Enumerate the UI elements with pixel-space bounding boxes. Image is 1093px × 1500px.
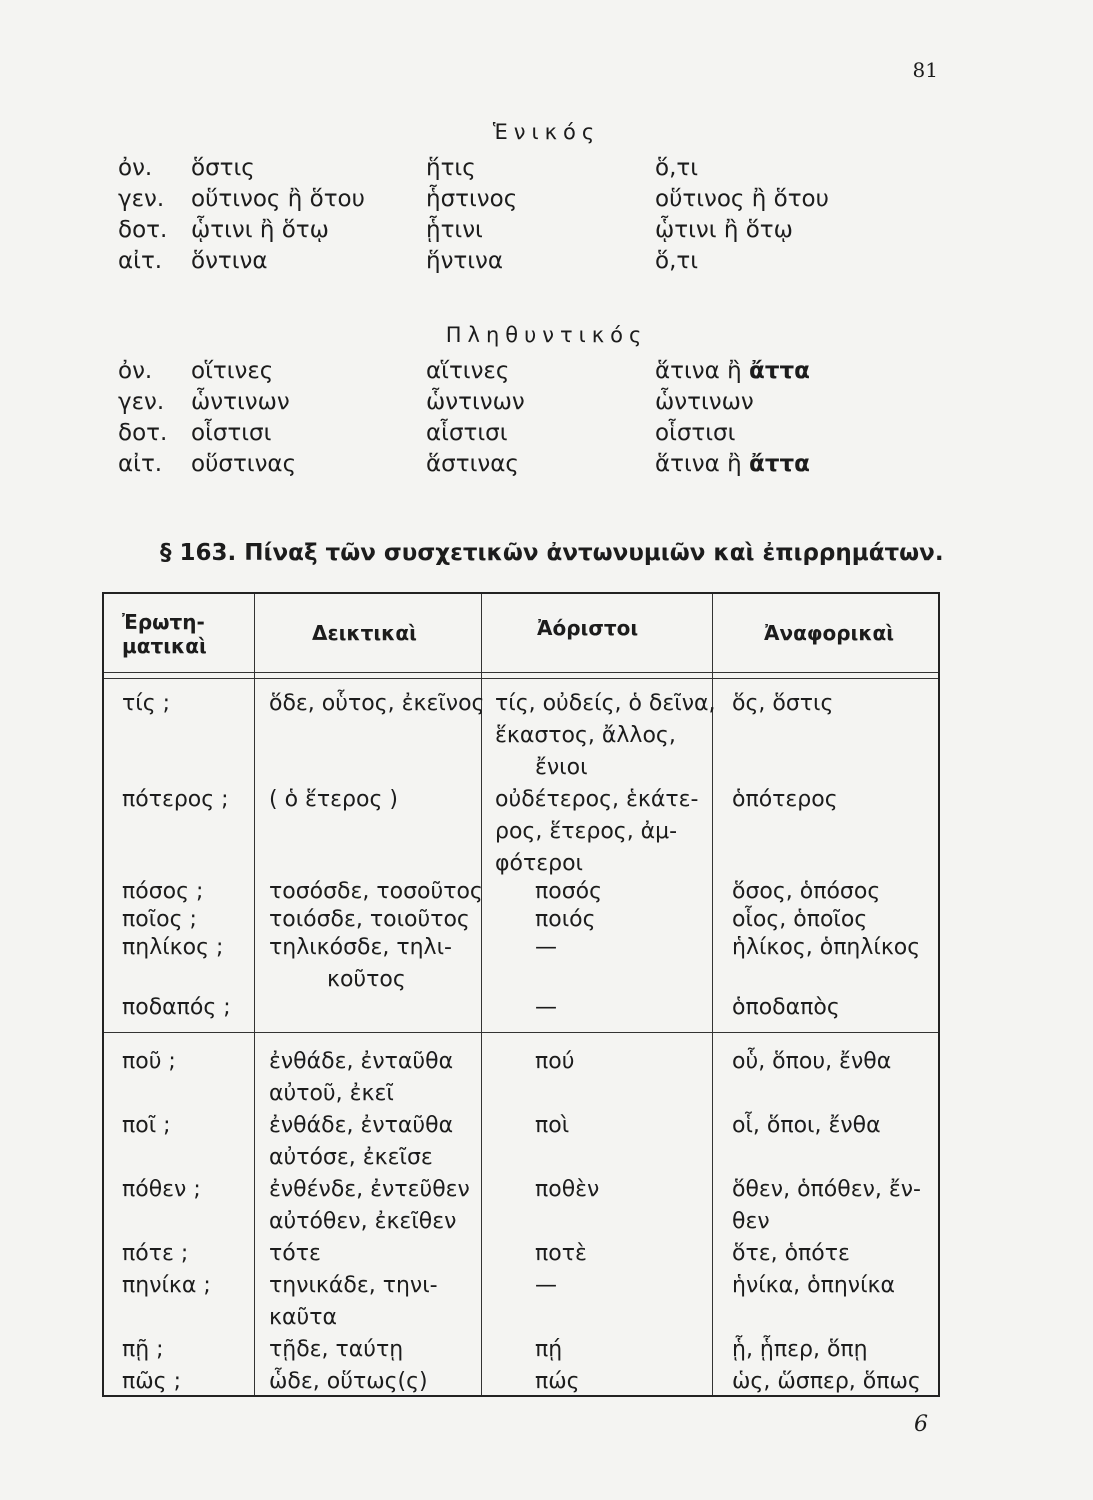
table-cell: πώς xyxy=(535,1369,580,1394)
header-interrogative-line1: Ἐρωτη- xyxy=(122,610,205,634)
table-cell: τηνικάδε, τηνι- xyxy=(269,1273,438,1298)
table-cell: οὗ, ὅπου, ἔνθα xyxy=(732,1049,892,1074)
table-cell: οἷος, ὁποῖος xyxy=(732,907,868,932)
section-title: § 163. Πίναξ τῶν συσχετικῶν ἀντωνυμιῶν καὶ ἐπιρρημάτων. xyxy=(160,540,944,566)
table-cell: ποδαπός ; xyxy=(122,995,231,1020)
neuter-form-regular: ἅτινα ἢ xyxy=(655,451,742,477)
neuter-form-bold: ἄττα xyxy=(749,358,810,384)
feminine-form: ἥντινα xyxy=(426,248,504,274)
table-cell: ποιός xyxy=(535,907,596,932)
table-cell: ἡνίκα, ὁπηνίκα xyxy=(732,1273,895,1298)
case-label: γεν. xyxy=(118,186,165,212)
feminine-form: ᾗτινι xyxy=(426,217,483,243)
case-label: γεν. xyxy=(118,389,165,415)
table-cell: ὅθεν, ὁπόθεν, ἔν- xyxy=(732,1177,921,1202)
column-divider xyxy=(254,594,255,1395)
table-cell: ἐνθένδε, ἐντεῦθεν xyxy=(269,1177,470,1202)
neuter-form: οὕτινος ἢ ὅτου xyxy=(655,186,829,212)
neuter-form-regular: ἅτινα ἢ xyxy=(655,358,742,384)
table-cell: ὅδε, οὗτος, ἐκεῖνος xyxy=(269,691,485,716)
table-cell: ποσός xyxy=(535,879,603,904)
feminine-form: ἧστινος xyxy=(426,186,518,212)
folio: 6 xyxy=(914,1412,928,1437)
table-cell: ποὶ xyxy=(535,1113,570,1138)
table-cell: ὧδε, οὕτως(ς) xyxy=(269,1369,428,1394)
plural-heading: Πληθυντικός xyxy=(445,323,648,347)
neuter-form-bold: ἄττα xyxy=(749,451,810,477)
table-cell: αὐτόσε, ἐκεῖσε xyxy=(269,1145,433,1170)
table-cell: τότε xyxy=(269,1241,321,1266)
neuter-form xyxy=(655,358,810,384)
masculine-form: ὧντινων xyxy=(191,389,290,415)
table-cell: ρος, ἕτερος, ἀμ- xyxy=(495,819,678,844)
table-cell: ἕκαστος, ἄλλος, xyxy=(495,723,676,748)
table-cell: ποθὲν xyxy=(535,1177,600,1202)
feminine-form: ἥτις xyxy=(426,155,476,181)
table-cell: τοιόσδε, τοιοῦτος xyxy=(269,907,470,932)
feminine-form: αἷστισι xyxy=(426,420,508,446)
table-cell: ᾗ, ᾗπερ, ὅπῃ xyxy=(732,1337,868,1362)
table-cell: τοσόσδε, τοσοῦτος xyxy=(269,879,483,904)
case-label: ὀν. xyxy=(118,358,153,384)
masculine-form: οἵτινες xyxy=(191,358,274,384)
group-divider xyxy=(104,1032,938,1033)
table-cell: πηνίκα ; xyxy=(122,1273,211,1298)
table-cell: πού xyxy=(535,1049,575,1074)
table-cell: πῄ xyxy=(535,1337,563,1362)
neuter-form: ὅ,τι xyxy=(655,248,699,274)
neuter-form: ᾧτινι ἢ ὅτῳ xyxy=(655,217,793,243)
table-cell: ἡλίκος, ὁπηλίκος xyxy=(732,935,921,960)
table-cell: οὐδέτερος, ἑκάτε- xyxy=(495,787,699,812)
table-cell: — xyxy=(535,995,557,1020)
table-cell: πηλίκος ; xyxy=(122,935,224,960)
table-cell: ὅτε, ὁπότε xyxy=(732,1241,850,1266)
table-cell: πόσος ; xyxy=(122,879,204,904)
case-label: δοτ. xyxy=(118,217,168,243)
table-cell: τίς ; xyxy=(122,691,171,716)
table-cell: τῇδε, ταύτῃ xyxy=(269,1337,404,1362)
table-cell: ποτὲ xyxy=(535,1241,587,1266)
feminine-form: ἅστινας xyxy=(426,451,519,477)
header-interrogative-line2: ματικαὶ xyxy=(122,634,207,658)
table-cell: τίς, οὐδείς, ὁ δεῖνα, xyxy=(495,691,716,716)
table-cell: καῦτα xyxy=(269,1305,337,1330)
singular-heading: Ἑνικός xyxy=(492,120,601,144)
table-cell: αὐτοῦ, ἐκεῖ xyxy=(269,1081,394,1106)
masculine-form: ᾧτινι ἢ ὅτῳ xyxy=(191,217,329,243)
neuter-form-regular: οἷστισι xyxy=(655,420,736,446)
table-cell: — xyxy=(535,935,557,960)
case-label: ὀν. xyxy=(118,155,153,181)
table-cell: φότεροι xyxy=(495,851,583,876)
table-cell: ὅσος, ὁπόσος xyxy=(732,879,881,904)
correlatives-table xyxy=(102,592,940,1397)
case-label: αἰτ. xyxy=(118,248,163,274)
table-cell: κοῦτος xyxy=(327,967,406,992)
table-cell: ( ὁ ἕτερος ) xyxy=(269,787,398,812)
masculine-form: οὕστινας xyxy=(191,451,297,477)
table-cell: πῶς ; xyxy=(122,1369,181,1394)
table-cell: ποῖ ; xyxy=(122,1113,171,1138)
header-divider xyxy=(104,678,938,679)
masculine-form: οἷστισι xyxy=(191,420,272,446)
feminine-form: ὧντινων xyxy=(426,389,525,415)
header-demonstrative: Δεικτικαὶ xyxy=(312,621,417,645)
neuter-form xyxy=(655,389,754,415)
table-cell: ὁπότερος xyxy=(732,787,838,812)
masculine-form: οὕτινος ἢ ὅτου xyxy=(191,186,365,212)
table-cell: ποῦ ; xyxy=(122,1049,176,1074)
table-cell: πότερος ; xyxy=(122,787,229,812)
table-cell: αὐτόθεν, ἐκεῖθεν xyxy=(269,1209,457,1234)
masculine-form: ὅστις xyxy=(191,155,255,181)
table-cell: ἔνιοι xyxy=(535,755,588,780)
table-cell: πῇ ; xyxy=(122,1337,164,1362)
case-label: δοτ. xyxy=(118,420,168,446)
header-relative: Ἀναφορικαὶ xyxy=(764,621,895,645)
table-cell: ἐνθάδε, ἐνταῦθα xyxy=(269,1049,454,1074)
header-indefinite: Ἀόριστοι xyxy=(537,616,639,640)
neuter-form-regular: ὧντινων xyxy=(655,389,754,415)
table-cell: θεν xyxy=(732,1209,770,1234)
header-divider xyxy=(104,672,938,673)
page-number: 81 xyxy=(912,58,938,82)
table-cell: ἐνθάδε, ἐνταῦθα xyxy=(269,1113,454,1138)
neuter-form xyxy=(655,451,810,477)
table-cell: ὁποδαπὸς xyxy=(732,995,840,1020)
feminine-form: αἵτινες xyxy=(426,358,510,384)
case-label: αἰτ. xyxy=(118,451,163,477)
neuter-form: ὅ,τι xyxy=(655,155,699,181)
table-cell: οἷ, ὅποι, ἔνθα xyxy=(732,1113,881,1138)
table-cell: πότε ; xyxy=(122,1241,189,1266)
table-cell: τηλικόσδε, τηλι- xyxy=(269,935,452,960)
table-cell: ποῖος ; xyxy=(122,907,197,932)
header-interrogative xyxy=(122,610,207,658)
neuter-form xyxy=(655,420,735,446)
table-cell: — xyxy=(535,1273,557,1298)
table-cell: πόθεν ; xyxy=(122,1177,201,1202)
table-cell: ὅς, ὅστις xyxy=(732,691,834,716)
masculine-form: ὅντινα xyxy=(191,248,268,274)
table-cell: ὡς, ὥσπερ, ὅπως xyxy=(732,1369,921,1394)
